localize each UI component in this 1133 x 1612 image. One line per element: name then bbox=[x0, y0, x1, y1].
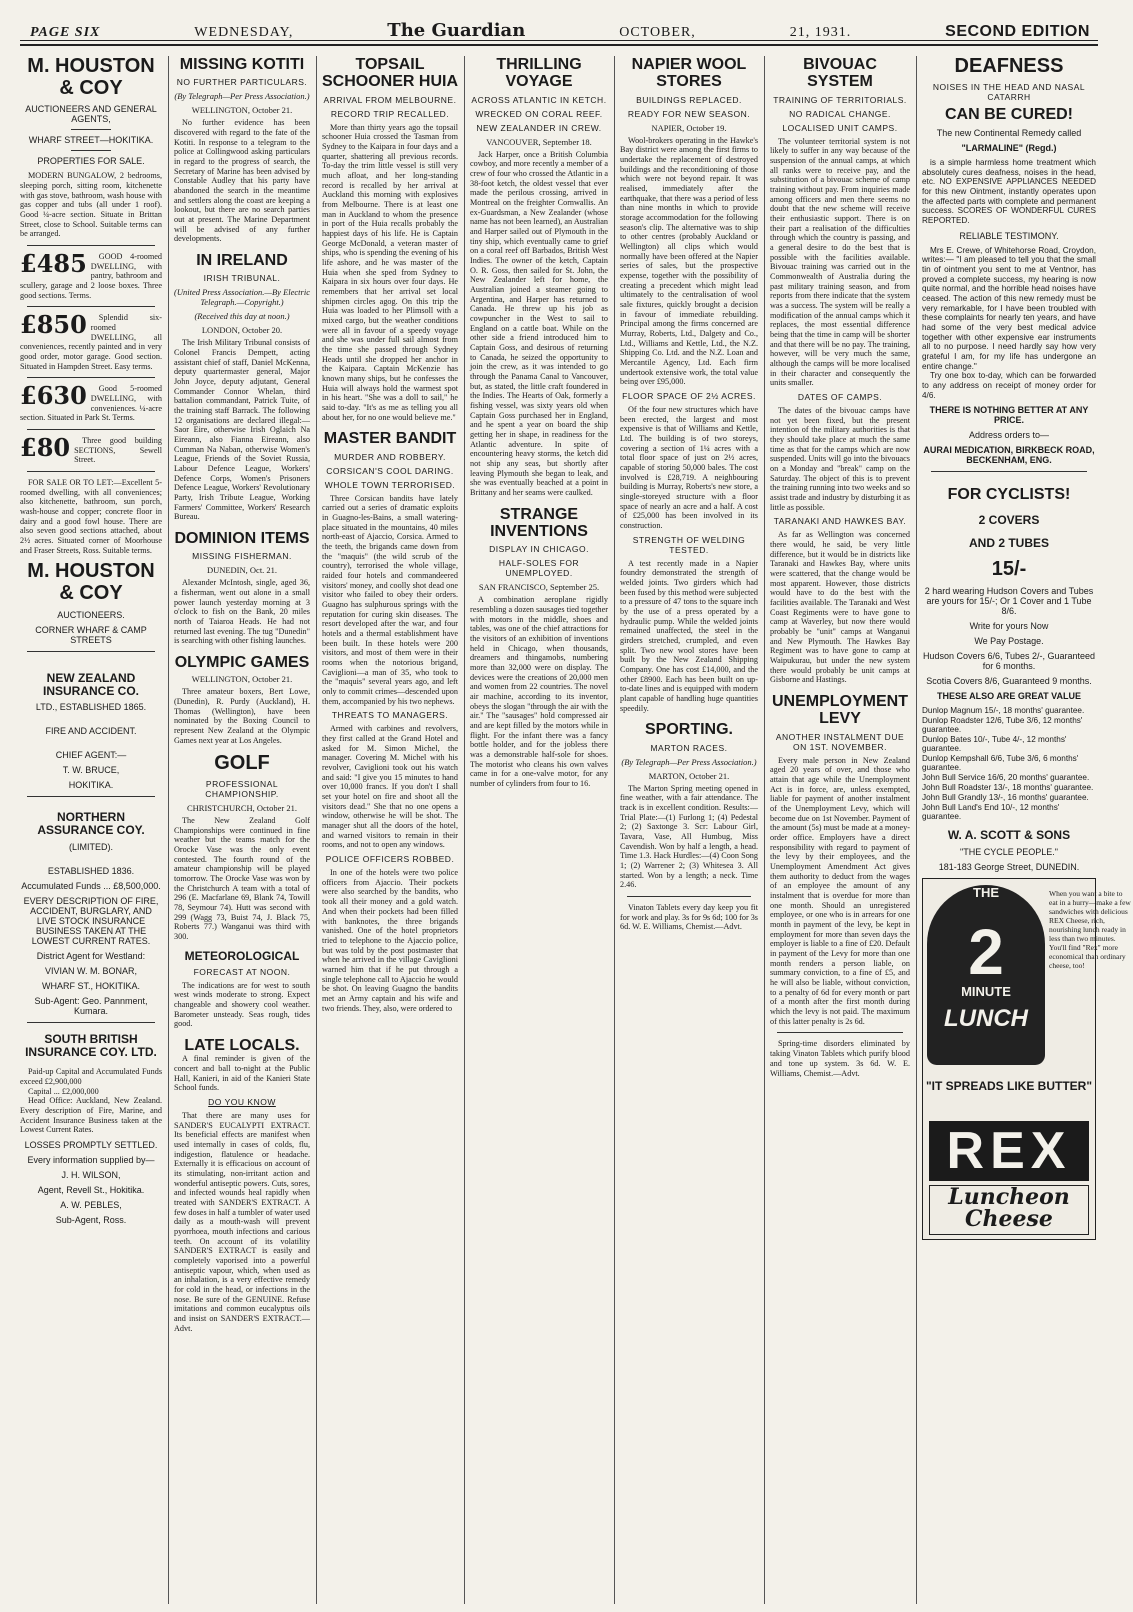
subhead-taranaki: TARANAKI AND HAWKES BAY. bbox=[773, 516, 907, 527]
divider bbox=[27, 651, 155, 652]
article-body: Every male person in New Zealand aged 20 years of over, and those who attain that age while the Unemployment Act is in force, are, unless exempted, liable for payment of another instalment of the Unemployment Levy, which will become due on 1st November. Payment of the amount (5s) must be made at a money-order office. Employers have a direct responsibility with regard to payment of the levy by their employees, and the Unemployment Amendment Act gives them authority to deduct from the wages of an employee the amount of any instalment that is overdue for more than one month. Should an unregistered employee, or one who is in arrears for one month in payment of the levy, be kept in employment for more than seven days the employer is liable to a fine of £20. Default in payment of the Levy for more than one month renders a person liable, on summary conviction, to a fine of £5, and he will also be liable, without conviction, to a penalty of 6d for every month or part of a month after the first month during which the levy is not paid. The maximum of this latter penalty is 2s 6d. bbox=[770, 755, 910, 1026]
subhead-police: POLICE OFFICERS ROBBED. bbox=[325, 854, 455, 865]
subhead: WHOLE TOWN TERRORISED. bbox=[324, 479, 456, 490]
subhead: LOCALISED UNIT CAMPS. bbox=[782, 122, 898, 133]
subhead: IRISH TRIBUNAL. bbox=[203, 273, 281, 284]
luncheon-cheese: Luncheon Cheese bbox=[929, 1185, 1089, 1235]
price-80: £80 bbox=[20, 432, 71, 462]
south-british-capital-2: Capital ... £2,000,000 bbox=[28, 1086, 99, 1096]
edition: SECOND EDITION bbox=[945, 23, 1090, 40]
subhead: TRAINING OF TERRITORIALS. bbox=[773, 94, 907, 105]
price-485: £485 bbox=[20, 248, 87, 278]
headline-master-bandit: MASTER BANDIT bbox=[323, 430, 457, 448]
column-adverts bbox=[916, 55, 1131, 1604]
northern-established: ESTABLISHED 1836. bbox=[47, 866, 135, 877]
column-news-2 bbox=[168, 56, 316, 1604]
rex-cheese-ad bbox=[922, 878, 1131, 1240]
subhead-dates: DATES OF CAMPS. bbox=[797, 392, 883, 402]
listing-485: GOOD 4-roomed DWELLING, with pantry, bathroom and scullery, garage and 2 loose boxes. Three good sections. Terms. bbox=[20, 251, 162, 300]
firm-name: M. HOUSTON & COY bbox=[27, 55, 155, 99]
subhead: ARRIVAL FROM MELBOURNE. bbox=[323, 94, 457, 105]
value-list bbox=[922, 706, 1096, 821]
divider bbox=[777, 1032, 903, 1033]
lunch-label: LUNCH bbox=[944, 1005, 1028, 1033]
agent-bonar: VIVIAN W. M. BONAR, bbox=[44, 966, 137, 977]
headline-unemployment-levy: UNEMPLOYMENT LEVY bbox=[772, 693, 908, 728]
article-body: Armed with carbines and revolvers, they first called at the Grand Hotel and asked for M. Simon Michel, the manager. Covering M. Michel with his revolver, Caviglioni took out his watch and said: "I give you 15 minutes to hand over 10,000 francs. If you don't I shall set your hotel on fire and shoot all the visitors dead." She that no one opens a window, otherwise he will be shot. The manager shut all the doors of the hotel, and warned visitors to remain in their rooms, and not to open any windows. bbox=[322, 724, 458, 850]
article-body: Three amateur boxers, Bert Lowe, (Dunedin), R. Purdy (Auckland), H. Thomas (Wellington), have been nominated by the Boxing Council to represent New Zealand at the Olympic Games next year at Los Angeles. bbox=[174, 687, 310, 745]
subhead-floor: FLOOR SPACE OF 2½ ACRES. bbox=[622, 391, 756, 401]
listing-for-sale: FOR SALE OR TO LET:—Excellent 5-roomed dwelling, with all conveniences; also kitchenette, bathroom, sun porch, wash-house and copper; concrete floor in dairy and a good fowl house. There are also seven good sections attached, about 2½ acres. Situated corner of Moorhouse and Fraser Streets, Ross. Suitable terms. bbox=[20, 477, 162, 555]
headline-ireland: IN IRELAND bbox=[196, 252, 288, 269]
headline-strange-inventions: STRANGE INVENTIONS bbox=[490, 505, 588, 540]
divider bbox=[27, 377, 155, 378]
month: OCTOBER, bbox=[619, 25, 696, 40]
firm-role: AUCTIONEERS AND GENERAL AGENTS, bbox=[25, 104, 157, 125]
subhead: NO RADICAL CHANGE. bbox=[789, 108, 891, 119]
dateline: SAN FRANCISCO, September 25. bbox=[478, 582, 600, 593]
cycle-people: "THE CYCLE PEOPLE." bbox=[960, 847, 1058, 858]
subhead: READY FOR NEW SEASON. bbox=[627, 108, 751, 119]
byline: (United Press Association.—By Electric Telegraph.—Copyright.) bbox=[174, 287, 310, 308]
the-label: THE bbox=[973, 885, 999, 901]
article-body: That there are many uses for SANDER'S EUCALYPTI EXTRACT. Its beneficial effects are manifest when used internally in cases of colds, flu, indigestion, flatulence or headache. Externally it is efficacious on account of its stimulating, non-irritant action and wonderful antiseptic powers. Cuts, sores, and infected wounds heal rapidly when treated with SANDER'S EXTRACT. A few doses in half a tumbler of water used daily as a mouth-wash will prevent pyorrhoea, mouth infections and carious teeth. On account of its volatility SANDER'S EXTRACT is easily and completely vaporised into a powerful antiseptic vapour, which, when used as an inhalation, is a very effective remedy for cold in the head, or infections in the nose. Be sure of the GENUINE. Refuse imitations and common eucalyptus oils and insist on SANDER'S EXTRACT.—Advt. bbox=[174, 1110, 310, 1333]
agent-wilson-address: Agent, Revell St., Hokitika. bbox=[37, 1184, 145, 1195]
list-item: Dunlop Bates 10/-, Tube 4/-, 12 months' guarantee. bbox=[922, 735, 1067, 754]
divider bbox=[27, 796, 155, 797]
subhead: NO FURTHER PARTICULARS. bbox=[176, 77, 308, 88]
column-news-5 bbox=[614, 56, 764, 1604]
column-news-4 bbox=[464, 56, 614, 1604]
divider bbox=[27, 1022, 155, 1023]
price-850: £850 bbox=[20, 310, 87, 340]
article-body: A final reminder is given of the concert and ball to-night at the Public Hall, Kanieri, in aid of the Kanieri State School funds. bbox=[174, 1054, 310, 1093]
divider bbox=[27, 429, 155, 430]
headline-bivouac: BIVOUAC SYSTEM bbox=[803, 56, 877, 91]
list-item: John Bull Service 16/6, 20 months' guarantee. bbox=[922, 773, 1090, 783]
south-british-office: Head Office: Auckland, New Zealand. Every description of Fire, Marine, and Accident Insurance Business taken at the Lowest Current Rates. bbox=[20, 1096, 162, 1135]
masthead bbox=[30, 20, 1090, 40]
masthead-rule bbox=[20, 40, 1098, 41]
deafness-ad bbox=[922, 56, 1096, 465]
scott-title: W. A. SCOTT & SONS bbox=[947, 828, 1071, 843]
page-number: PAGE SIX bbox=[30, 25, 101, 40]
divider bbox=[71, 129, 111, 130]
firm-address: WHARF STREET—HOKITIKA. bbox=[28, 135, 154, 146]
subhead: HALF-SOLES FOR UNEMPLOYED. bbox=[498, 558, 580, 579]
list-item: John Bull Roadster 13/-, 18 months' guarantee. bbox=[922, 783, 1094, 793]
properties-title: PROPERTIES FOR SALE. bbox=[37, 156, 145, 167]
article-body: Alexander McIntosh, single, aged 36, a fisherman, went out alone in a small power launch yesterday morning at 3 o'clock to fish on the Bank, 20 miles north of Taiaroa Heads. He had not returned last evening. The tug "Dunedin" is searching with other fishing launches. bbox=[174, 578, 310, 646]
information: Every information supplied by— bbox=[27, 1154, 155, 1165]
divider bbox=[27, 471, 155, 472]
dateline: LONDON, October 20. bbox=[201, 325, 283, 336]
cyclists-covers: 2 COVERS bbox=[978, 512, 1040, 527]
list-item: John Bull Grandly 13/-, 16 months' guarantee. bbox=[922, 793, 1089, 803]
rex-body: When you want a bite to eat in a hurry—make a few sandwiches with delicious REX Cheese, rich, nourishing lunch ready in less than two minutes. You'll find "Rex" more economical than ordinary cheese, too! bbox=[1049, 889, 1131, 971]
headline-olympic: OLYMPIC GAMES bbox=[174, 654, 310, 671]
subhead: NEW ZEALANDER IN CREW. bbox=[476, 122, 602, 133]
great-value-title: THESE ALSO ARE GREAT VALUE bbox=[936, 691, 1081, 702]
scotia: Scotia Covers 8/6, Guaranteed 9 months. bbox=[926, 676, 1092, 687]
article-body: Of the four new structures which have been erected, the largest and most expensive is that of Williams and Kettle, Ltd. The building is of two storeys, covering a section of 1¼ acres with a total floor space of just on 2½ acres, capable of storing 50,000 bales. The cost involved is £28,719. A neighbouring building is Murray, Roberts's new store, a single-storeyed structure with a floor space of nearly an acre and a half. A cost of £25,000 has been involved in its construction. bbox=[620, 405, 758, 531]
headline-thrilling-voyage: THRILLING VOYAGE bbox=[496, 56, 582, 91]
listing-630: Good 5-roomed DWELLING, with conveniences. ¼-acre section. Situated in Park St. Terms. bbox=[20, 384, 162, 423]
cyclists-postage: We Pay Postage. bbox=[974, 636, 1044, 647]
subhead-know: DO YOU KNOW bbox=[208, 1096, 276, 1107]
divider bbox=[931, 471, 1088, 472]
deafness-cured: CAN BE CURED! bbox=[945, 105, 1073, 123]
day: WEDNESDAY, bbox=[194, 25, 294, 40]
byline: (By Telegraph—Per Press Association.) bbox=[174, 91, 310, 102]
aurai-address: AURAI MEDICATION, BIRKBECK ROAD, BECKENHAM, ENG. bbox=[923, 445, 1095, 466]
subhead: FORECAST AT NOON. bbox=[193, 966, 291, 977]
listing-850: Splendid six-roomed DWELLING, all conveniences, recently painted and in very good order, motor garage. Good section. Situated in Hampden Street. Easy terms. bbox=[20, 313, 162, 371]
auctioneers: AUCTIONEERS. bbox=[57, 609, 125, 620]
agent-peebles: A. W. PEBLES, bbox=[60, 1199, 122, 1210]
larmaline: "LARMALINE" (Regd.) bbox=[961, 142, 1057, 153]
district-agent: District Agent for Westland: bbox=[36, 951, 146, 962]
minute-label: MINUTE bbox=[961, 984, 1011, 1000]
list-item: Dunlop Roadster 12/6, Tube 3/6, 12 months' guarantee. bbox=[922, 716, 1083, 735]
subhead: MARTON RACES. bbox=[650, 742, 728, 753]
try-box: Try one box to-day, which can be forwarded to any address on receipt of money order for 4/6. bbox=[922, 371, 1096, 400]
firm-name-2: M. HOUSTON & COY bbox=[27, 560, 155, 604]
paper-name: The Guardian bbox=[387, 20, 526, 41]
cyclists-ad bbox=[922, 486, 1096, 872]
reliable-testimony: RELIABLE TESTIMONY. bbox=[959, 230, 1059, 241]
losses-settled: LOSSES PROMPTLY SETTLED. bbox=[24, 1139, 158, 1150]
subhead: BUILDINGS REPLACED. bbox=[636, 94, 742, 105]
advertisement: Vinaton Tablets every day keep you fit for work and play. 3s for 9s 6d; 100 for 3s 6d. W. E. Williams, Chemist.—Advt. bbox=[620, 903, 758, 932]
rex-logo: REX bbox=[929, 1121, 1089, 1181]
subhead: ANOTHER INSTALMENT DUE ON 1ST. NOVEMBER. bbox=[775, 731, 905, 752]
article-body: A combination aeroplane rigidly resembling a dozen sausages tied together with motors in the middle, shoes and tables, was one of the chief attractions for the visitors of an exhibition of inventions held in Chicago, when thousands, dreamers and thingamobs, numbering more than 32,000 were on display. The devices were the creations of 20,000 men and women from 22 countries. The novel air machine, according to its inventor, obeys the slogan "through the air with the air." The "sausages" hold compressed air and are kept filled by the motors while in flight. For the infant there was a fancy bottle holder, and for the jobless there was a demonstrable half-sole for shoes. The motorist who cleans his own valves came in for a one-valve motor, for any number of cylinders from four to 16. bbox=[470, 595, 608, 789]
cyclists-price: 15/- bbox=[991, 558, 1027, 581]
fire-and-accident: FIRE AND ACCIDENT. bbox=[45, 726, 137, 737]
two-label: 2 bbox=[968, 916, 1004, 989]
article-body: The indications are for west to south west winds moderate to strong. Expect changeable and showery cool weather. Barometer unsteady. Seas rough, tides good. bbox=[174, 980, 310, 1029]
article-body: The Irish Military Tribunal consists of Colonel Francis Dempett, acting assistant chief of staff, Daniel McKenna, deputy quartermaster general, Major John Joyce, deputy adjutant, General Commander Connor Whelan, third battalion commandant, Patrick Tuite, of the training staff Barrack. The following 12 organisations are declared illegal:—Saor Eire, otherwise Irish Oglaich Na Eireann, also Fianna Eireann, also Cumman Na Naban, otherwise Women's League, Friends of the Soviet Russia, Labour Defence League, Workers' Defence Corps, Women's Prisoners Defence League, Workers' Revolutionary Party, Irish Tribute League, Working Farmers' Committee, Workers' Research Bureau. bbox=[174, 338, 310, 522]
byline: (By Telegraph—Per Press Association.) bbox=[621, 756, 757, 767]
hudson: Hudson Covers 6/6, Tubes 2/-, Guaranteed for 6 months. bbox=[922, 651, 1096, 672]
divider bbox=[27, 245, 155, 246]
deafness-body: is a simple harmless home treatment which absolutely cures deafness, noises in the head, etc. NO EXPENSIVE APPLIANCES NEEDED for this new Ointment, instantly operates upon the affected parts with complete and permanent success. SCORES OF WONDERFUL CURES REPORTED. bbox=[922, 157, 1096, 225]
cyclists-detail: 2 hard wearing Hudson Covers and Tubes are yours for 15/-; Or 1 Cover and 1 Tube 8/6. bbox=[924, 586, 1094, 617]
deafness-noises: NOISES IN THE HEAD AND NASAL CATARRH bbox=[932, 81, 1086, 102]
dateline: VANCOUVER, September 18. bbox=[486, 136, 592, 147]
article-body: A test recently made in a Napier foundry demonstrated the strength of welded joints. Two girders which had been fused by this method were subjected to a pressure of 47 tons to the square inch by the use of a press operated by a hydraulic pump. While the welded joints remained unaffected, the steel in the girders stretched, crumpled, and even split. Two new wool stores have been built by the New Zealand Shipping Company. One has cost £14,000, and the other £8900. Each has been built on up-to-date lines and is equipped with modern plant capable of handling huge quantities speedily. bbox=[620, 558, 758, 713]
dateline: WELLINGTON, October 21. bbox=[191, 105, 293, 116]
article-body: The volunteer territorial system is not likely to suffer in any way because of the suspension of the annual camps, at which all ranks were to receive pay, and the substitution of a bivouac scheme of camp training without pay. From inquiries made among officers and men there seems no doubt that the new scheme will receive their enthusiastic support. There is on their part a realisation of the difficulties through which the country is passing, and a general desire to do the best that is possible with the facilities available. Bivouac training was carried out in the Commonwealth of Australia during the past military training season, and from reports from there indicate that the system was a success. The system will be really a modification of the annual camps which it replaces, the most essential difference being that the time in camp will be shorter and that there will be no pay. The training, however, will be very much the same, although the camps will be more localised in their character and consequently the units smaller. bbox=[770, 136, 910, 388]
column-news-6 bbox=[764, 56, 916, 1604]
nzi-established: LTD., ESTABLISHED 1865. bbox=[35, 702, 147, 713]
cyclists-tubes: AND 2 TUBES bbox=[968, 535, 1049, 550]
headline-meteorological: METEOROLOGICAL bbox=[184, 948, 300, 963]
cyclists-title: FOR CYCLISTS! bbox=[947, 486, 1071, 504]
list-item: Dunlop Magnum 15/-, 18 months' guarantee. bbox=[922, 706, 1085, 716]
subhead: WRECKED ON CORAL REEF. bbox=[475, 108, 603, 119]
deafness-title: DEAFNESS bbox=[954, 55, 1064, 77]
advertisement: Spring-time disorders eliminated by taking Vinaton Tablets which purify blood and tone up system. 3s 6d. W. E. Williams, Chemist.—Advt. bbox=[770, 1039, 910, 1078]
divider bbox=[27, 306, 155, 307]
column-classifieds bbox=[14, 56, 168, 1604]
headline-sporting: SPORTING. bbox=[644, 721, 733, 739]
dateline: MARTON, October 21. bbox=[648, 770, 730, 781]
masthead-rule-thick bbox=[20, 44, 1098, 46]
article-body: The dates of the bivouac camps have not yet been fixed, but the present intention of the military authorities is that they should take place at much the same time as that for the camps which are now suspended. Units will go into the bivouacs on a Monday and "break" camp on the Saturday. The object of this is to prevent the training running into two weeks and so assist trade and industry by disturbing it as little as possible. bbox=[770, 406, 910, 512]
subhead: CORSICAN'S COOL DARING. bbox=[326, 465, 454, 476]
headline-napier-wool: NAPIER WOOL STORES bbox=[631, 56, 747, 91]
date: 21, 1931. bbox=[789, 25, 852, 40]
received: (Received this day at noon.) bbox=[194, 311, 290, 322]
insurance-description: EVERY DESCRIPTION OF FIRE, ACCIDENT, BURGLARY, AND LIVE STOCK INSURANCE BUSINESS TAKEN AT THE LOWEST CURRENT RATES. bbox=[23, 896, 159, 947]
rex-slogan: "IT SPREADS LIKE BUTTER" bbox=[925, 1079, 1093, 1094]
northern-limited: (LIMITED). bbox=[69, 842, 113, 853]
nzi-title: NEW ZEALAND INSURANCE CO. bbox=[42, 670, 139, 698]
two-minute-lunch-logo bbox=[927, 885, 1045, 1065]
article-body: Three Corsican bandits have lately carried out a series of dramatic exploits in Guagno-les-Bains, a small watering-place situated in the mountains, 40 miles north-east of Ajaccio, Corsica. Armed to the teeth, the brigands came down from the "maquis" (the wild scrub of the country), terrorised the whole village, raided four hotels and commandeered visitors' money, and coolly shot dead one visitor who failed to obey their orders. Guagno has sulphurous springs with the reputation for curing skin diseases. The resort developed after the war, and four hotels and a thermal establishment have been built. In these hotels were 200 visitors, and most of them were in their rooms when the notorious brigand, Caviglioni—a man of 35, who took to the "maquis" several years ago, and left only to commit crimes—descended upon them, accompanied by his two nephews. bbox=[322, 493, 458, 706]
article-body: Jack Harper, once a British Columbia cowboy, and more recently a member of a crew of four who crossed the Atlantic in a 38-foot ketch, the oldest vessel that ever made the perilous crossing, arrived in Montreal on the freighter Cornwallis. An ex-Guardsman, a New Zealander (whose name has not been learned), an Australian and Harper sailed out of Plymouth in the tiny ship, which eventually came to grief on a coral reef off Barbados, British West Indies. The owner of the ketch, Captain O. R. Goss, then sailed for St. John, the New Zealander left for home, the Australian joined a steamer going to Argentina, and Harper has returned to Canada. He threw up his job as cowpuncher in the West to sail to England on a cattle boat. While on the other side a friend introduced him to Captain Goss, and desirous of returning to Canada, he seized the opportunity to join the crew, as it was intended to go through the Panama Canal to Vancouver, but, as stated, the little craft foundered in the Indies. The Hearts of Oak, formerly a fishing vessel, was sixty years old when Captain Goss purchased her in England, and he spent a year on board the ship getting her in shape, in readiness for the Atlantic adventure. In spite of encountering heavy storms, the ketch did not ship any seas, but shortly after leaving Plymouth she began to leak, and she was eventually beached at a point in Brittany and her seams were caulked. bbox=[470, 149, 608, 498]
headline-late-locals: LATE LOCALS. bbox=[184, 1036, 300, 1054]
article-body: As far as Wellington was concerned there would, he said, be very little difference, but it would be in districts like Taranaki and Hawkes Bay, where units were scattered, that the change would be most apparent. However, those districts would have to do the best with the facilities available. The Taranaki and West Coast Regiments were to have gone to camp at Waverley, but now there would probably be "unit" camps at Wanganui and New Plymouth. The Hawkes Bay Regiment was to have gone to camp at Waipukurau, but under the new system there would probably be unit camps at Gisborne and Hastings. bbox=[770, 530, 910, 685]
headline-missing-kotiti: MISSING KOTITI bbox=[179, 56, 305, 73]
divider bbox=[71, 150, 111, 151]
agent-peebles-address: Sub-Agent, Ross. bbox=[55, 1214, 127, 1225]
agent-bruce: T. W. BRUCE, bbox=[62, 765, 120, 776]
subhead: MISSING FISHERMAN. bbox=[192, 551, 292, 562]
dateline: DUNEDIN, Oct. 21. bbox=[206, 565, 278, 576]
headline-golf: GOLF bbox=[214, 752, 270, 775]
price-630: £630 bbox=[20, 381, 87, 411]
testimonial: Mrs E. Crewe, of Whitehorse Road, Croydon, writes:— "I am pleased to tell you that the small tin of ointment you sent to me at Ventnor, has proved a complete success, my hearing is now quite normal, and the horrible head noises have ceased. The action of this new remedy must be very remarkable, for I have been troubled with these complaints for nearly ten years, and have had some of the very best medical advice together with other expensive ear instruments all to no purpose. I need hardly say how very grateful I am, for my life has undergone an entire change." bbox=[922, 245, 1096, 371]
nothing-better: THERE IS NOTHING BETTER AT ANY PRICE. bbox=[929, 405, 1089, 426]
headline-dominion: DOMINION ITEMS bbox=[174, 530, 310, 548]
subhead: MURDER AND ROBBERY. bbox=[334, 451, 446, 462]
article-body: More than thirty years ago the topsail schooner Huia crossed the Tasman from Sydney to the Kaipara in four days and a quarter, shattering all previous records. To-day the trim little vessel is still very much afloat, and her long-standing record is recalled by her arrival at Auckland this morning with explosives from Melbourne. There is at least one man in Auckland to whom the presence in port of the Huia recalls probably the happiest days of his life. He is Captain George McDonald, a veteran master of ships, who is spending the evening of his life ashore, and he was master of the Huia when she sped from Sydney to Kaipara in six hours over four days. He remembers that her arrival set local shipmen circles agog. On this trip the Huia was loaded to her Plimsoll with a mixed cargo, but the weather conditions were all in favour of a speedy voyage and she was under full sail almost from the time she passed through Sydney Heads until she dropped her anchor in the Kaipara. Captain McKenzie has known many ships, but he confesses the Huia will always hold the warmest spot in his heart. "She was a doll to sail," he said to-day. "It's as me as telling you all about her, for no one would believe me." bbox=[322, 122, 458, 422]
subhead: ACROSS ATLANTIC IN KETCH. bbox=[471, 94, 607, 105]
chief-agent: CHIEF AGENT:— bbox=[55, 750, 127, 761]
subhead: RECORD TRIP RECALLED. bbox=[330, 108, 450, 119]
dateline: CHRISTCHURCH, October 21. bbox=[186, 802, 298, 813]
article-body: The New Zealand Golf Championships were continued in fine weather but the teams match for the Orocke Vase was the only event contested. The fourth round of the amateur championship will be played tomorrow. The Orocke Vase was won by the Christchurch A team with a total of 296 (E. Macfarlane 69, Blank 74, Towill 78, Seymour 74). Hutt was second with 299 (Wagg 73, Buist 74, J. Black 75, Roberts 77.) Wanganui was third with 300. bbox=[174, 815, 310, 941]
column-news-3 bbox=[316, 56, 464, 1604]
list-item: Dunlop Kempshall 6/6, Tube 3/6, 6 months' guarantee. bbox=[922, 754, 1079, 773]
listing-bungalow: MODERN BUNGALOW, 2 bedrooms, sleeping porch, sitting room, kitchenette with gas stove, bathroom, wash house with gas copper and tubs (all under 1 roof). Good ¼-acre section. Situate in Brittan Street, close to School. Suitable terms can be arranged. bbox=[20, 171, 162, 239]
accumulated-funds: Accumulated Funds ... £8,500,000. bbox=[21, 881, 161, 892]
article-body: No further evidence has been discovered with regard to the fate of the Kotiti. In response to a telegram to the police at Collingwood asking particulars in regard to the progress of search, the Secretary of Marine has been advised by Constable Audley that his party have abandoned the search in the meantime and settlers along the coast are keeping a lookout, but there are no search parties out at present. The Marine Department will be advised of any further developments. bbox=[174, 118, 310, 244]
article-body: Wool-brokers operating in the Hawke's Bay district were among the first firms to undertake the replacement of destroyed buildings and the reconditioning of those which were not beyond repair. It was realised, immediately after the earthquake, that there was a period of less than nine months in which to provide storage accommodation for the following season's clip. The alternative was to ship to other centres (probably Auckland or Wellington) all clips which would normally have been offered at the Napier series of sales, but the prospective expense, together with the possibility of creating a precedent which might lead ultimately to the centralisation of wool sale fixtures, quickly brought a decision in favour of immediate rebuilding. Principal among the firms concerned are Murray, Roberts, Ltd., Dalgety and Co., Ltd., Williams and Kettle, Ltd., the N.Z. Shipping Co. Ltd. and the N.Z. Loan and Mercantile Agency, Ltd. Each firm undertook extensive work, the total value being over £95,000. bbox=[620, 135, 758, 387]
scott-address: 181-183 George Street, DUNEDIN. bbox=[938, 862, 1080, 873]
sub-agent: Sub-Agent: Geo. Pannment, Kumara. bbox=[34, 996, 148, 1017]
listing-80: Three good building SECTIONS, Sewell Street. bbox=[74, 435, 162, 465]
agent-bruce-town: HOKITIKA. bbox=[68, 780, 114, 791]
divider bbox=[627, 896, 751, 897]
corner-address: CORNER WHARF & CAMP STREETS bbox=[35, 624, 147, 645]
deafness-remedy: The new Continental Remedy called bbox=[936, 127, 1082, 138]
headline-huia: TOPSAIL SCHOONER HUIA bbox=[322, 56, 459, 91]
agent-wharf: WHARF ST., HOKITIKA. bbox=[41, 981, 140, 992]
south-british-capital: Paid-up Capital and Accumulated Funds exceed £2,900,000 bbox=[20, 1067, 162, 1086]
list-item: John Bull Land's End 10/-, 12 months' guarantee. bbox=[922, 803, 1060, 822]
subhead-strength: STRENGTH OF WELDING TESTED. bbox=[632, 534, 746, 555]
dateline: WELLINGTON, October 21. bbox=[191, 674, 293, 685]
subhead: PROFESSIONAL CHAMPIONSHIP. bbox=[205, 778, 279, 799]
cyclists-write: Write for yours Now bbox=[969, 621, 1049, 632]
dateline: NAPIER, October 19. bbox=[651, 122, 727, 133]
subhead: DISPLAY IN CHICAGO. bbox=[489, 544, 589, 555]
agent-wilson: J. H. WILSON, bbox=[61, 1169, 121, 1180]
article-body: In one of the hotels were two police officers from Ajaccio. Their pockets were also searched by the bandits, who took all their money and a gold watch. And when their pockets had been filled with banknotes, the three brigands vanished. One of the hotel proprietors tried to telephone to the Ajaccio police, but was told by the post postmaster that when he arrived in the village Caviglioni warned him that if he put through a single telephone call to Ajaccio he would be shot. On leaving Guagno the bandits met an Army captain and his wife and two friends. They, also, were ordered to bbox=[322, 868, 458, 1013]
subhead-threats: THREATS TO MANAGERS. bbox=[331, 710, 449, 721]
south-british-title: SOUTH BRITISH INSURANCE COY. LTD. bbox=[25, 1032, 157, 1060]
article-body: The Marton Spring meeting opened in fine weather, with a fair attendance. The track is in excellent condition. Results:— Trial Plate:—(1) Furlong 1; (4) Pedestal 2; (2) Saxtonge 3. Scr: Labour Girl, Tavara, Vase, All Humbug, Miss Cavendish. Won by half a length, a head. Time 1.3. Hack Hurdles:—(4) Coon Song 1; (2) Warrener 2; (3) Whitesea 3. All started. Won by a length; a neck. Time 2.46. bbox=[620, 783, 758, 890]
northern-title: NORTHERN ASSURANCE COY. bbox=[37, 810, 145, 838]
address-orders: Address orders to— bbox=[968, 430, 1050, 441]
